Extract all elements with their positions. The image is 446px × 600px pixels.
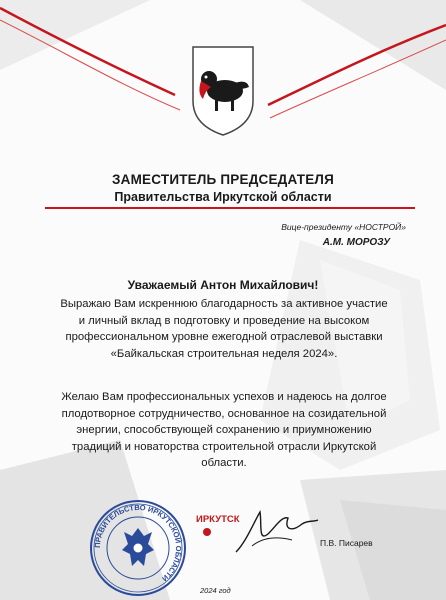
header-divider: [45, 207, 415, 209]
city-marker-icon: [202, 527, 212, 537]
addressee-position: Вице-президенту «НОСТРОЙ»: [281, 222, 406, 232]
city-label: ИРКУТСК: [196, 514, 240, 525]
handwritten-signature: [232, 502, 320, 560]
letter-paragraph-1: Выражаю Вам искреннюю благодарность за активное участие и личный вклад в подготовку и проведение на высоком профессиональном уровне ежегодной отраслевой выставки «Байкальская строительная неделя 2024».: [60, 298, 388, 360]
signatory-name: П.В. Писарев: [320, 538, 373, 548]
header-subtitle: Правительства Иркутской области: [114, 190, 332, 204]
letter-paragraph-2: Желаю Вам профессиональных успехов и надеюсь на долгое плодотворное сотрудничество, основанное на созидательной энергии, способствующей сохранению и приумножению традиций и новаторства строительной отрасли Иркутской области.: [61, 391, 387, 469]
official-seal-stamp: [88, 498, 188, 598]
letter-greeting: Уважаемый Антон Михайлович!: [127, 278, 319, 292]
document-year: 2024 год: [200, 586, 231, 595]
addressee-name: А.М. МОРОЗУ: [322, 237, 390, 248]
svg-text:ПРАВИТЕЛЬСТВО ИРКУТСКОЙ ОБЛАСТ: ПРАВИТЕЛЬСТВО ИРКУТСКОЙ ОБЛАСТИ: [92, 502, 184, 584]
coat-of-arms-icon: [189, 43, 257, 139]
header-title: ЗАМЕСТИТЕЛЬ ПРЕДСЕДАТЕЛЯ: [112, 172, 334, 187]
